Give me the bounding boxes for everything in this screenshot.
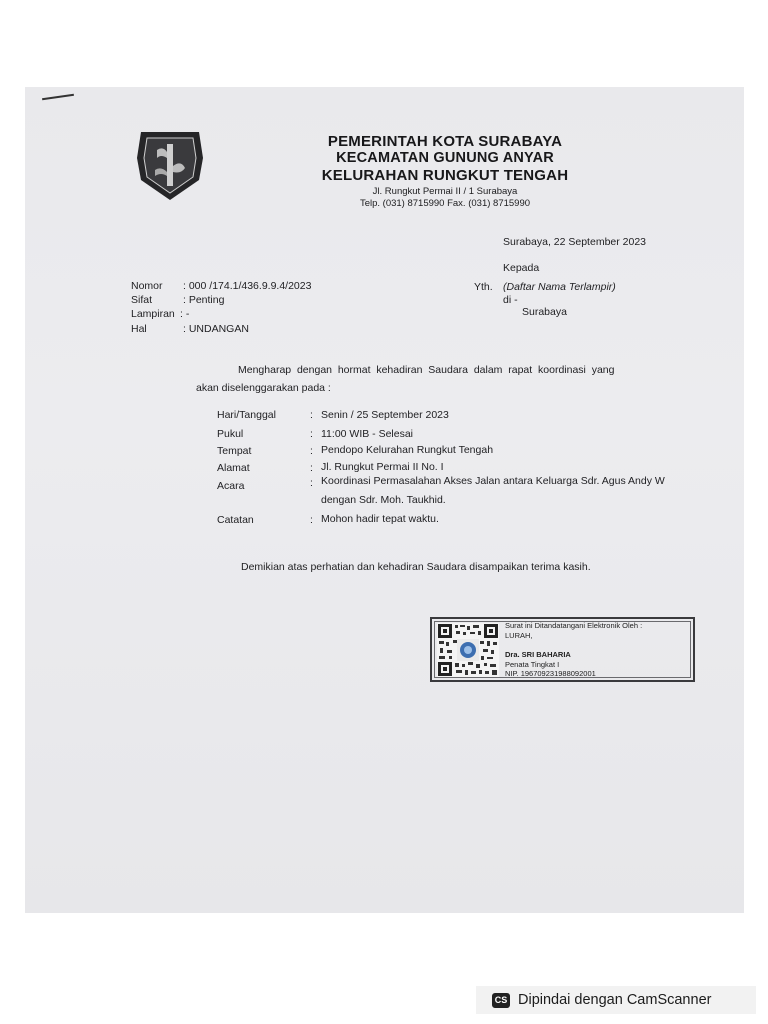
detail-value-hari-tanggal: Senin / 25 September 2023 <box>321 409 449 421</box>
camscanner-logo-icon: CS <box>492 993 510 1008</box>
detail-value-tempat: Pendopo Kelurahan Rungkut Tengah <box>321 444 494 456</box>
detail-colon: : <box>310 428 313 440</box>
recipient-kepada: Kepada <box>503 262 540 274</box>
signature-rank: Penata Tingkat I <box>505 660 560 669</box>
detail-label-hari-tanggal: Hari/Tanggal <box>217 409 276 421</box>
signature-name: Dra. SRI BAHARIA <box>505 650 571 659</box>
meta-value-lampiran: : - <box>180 308 190 320</box>
recipient-di: di - <box>503 294 518 306</box>
letterhead <box>300 133 590 210</box>
body-intro-line1: Mengharap dengan hormat kehadiran Saudara dalam rapat koordinasi yang <box>238 364 615 376</box>
recipient-city: Surabaya <box>522 306 567 318</box>
meta-value-nomor: : 000 /174.1/436.9.9.4/2023 <box>183 280 312 292</box>
detail-label-catatan: Catatan <box>217 514 254 526</box>
detail-value-acara-line2: dengan Sdr. Moh. Taukhid. <box>321 494 446 506</box>
surabaya-emblem-icon <box>133 128 207 202</box>
body-intro-line2: akan diselenggarakan pada : <box>196 382 331 394</box>
detail-label-alamat: Alamat <box>217 462 250 474</box>
qr-code-icon <box>437 623 499 677</box>
letterhead-phone: Telp. (031) 8715990 Fax. (031) 8715990 <box>359 198 531 209</box>
detail-value-alamat: Jl. Rungkut Permai II No. I <box>321 461 444 473</box>
detail-colon: : <box>310 445 313 457</box>
detail-label-pukul: Pukul <box>217 428 244 440</box>
meta-value-hal: : UNDANGAN <box>183 323 249 335</box>
letterhead-address: Jl. Rungkut Permai II / 1 Surabaya <box>372 186 518 197</box>
detail-colon: : <box>310 462 313 474</box>
signature-nip: NIP. 196709231988092001 <box>505 669 596 678</box>
meta-label-hal: Hal <box>131 323 147 335</box>
detail-value-catatan: Mohon hadir tepat waktu. <box>321 513 439 525</box>
camscanner-text: Dipindai dengan CamScanner <box>518 992 712 1008</box>
meta-value-sifat: : Penting <box>183 294 225 306</box>
detail-value-acara: Koordinasi Permasalahan Akses Jalan antara Keluarga Sdr. Agus Andy W <box>321 475 665 487</box>
detail-label-acara: Acara <box>217 480 245 492</box>
detail-colon: : <box>310 477 313 489</box>
detail-colon: : <box>310 409 313 421</box>
letterhead-village: KELURAHAN RUNGKUT TENGAH <box>321 167 569 184</box>
detail-colon: : <box>310 514 313 526</box>
letterhead-government: PEMERINTAH KOTA SURABAYA <box>327 133 563 150</box>
recipient-yth: Yth. <box>474 281 493 293</box>
letterhead-district: KECAMATAN GUNUNG ANYAR <box>336 150 554 166</box>
signature-statement: Surat ini Ditandatangani Elektronik Oleh : <box>505 621 643 630</box>
signature-position: LURAH, <box>505 631 533 640</box>
closing-text: Demikian atas perhatian dan kehadiran Saudara disampaikan terima kasih. <box>241 561 591 573</box>
recipient-name: (Daftar Nama Terlampir) <box>503 281 616 293</box>
detail-label-tempat: Tempat <box>217 445 252 457</box>
meta-label-nomor: Nomor <box>131 280 163 292</box>
meta-label-lampiran: Lampiran <box>131 308 175 320</box>
letter-date: Surabaya, 22 September 2023 <box>503 236 647 248</box>
detail-value-pukul: 11:00 WIB - Selesai <box>321 428 414 440</box>
meta-label-sifat: Sifat <box>131 294 153 306</box>
